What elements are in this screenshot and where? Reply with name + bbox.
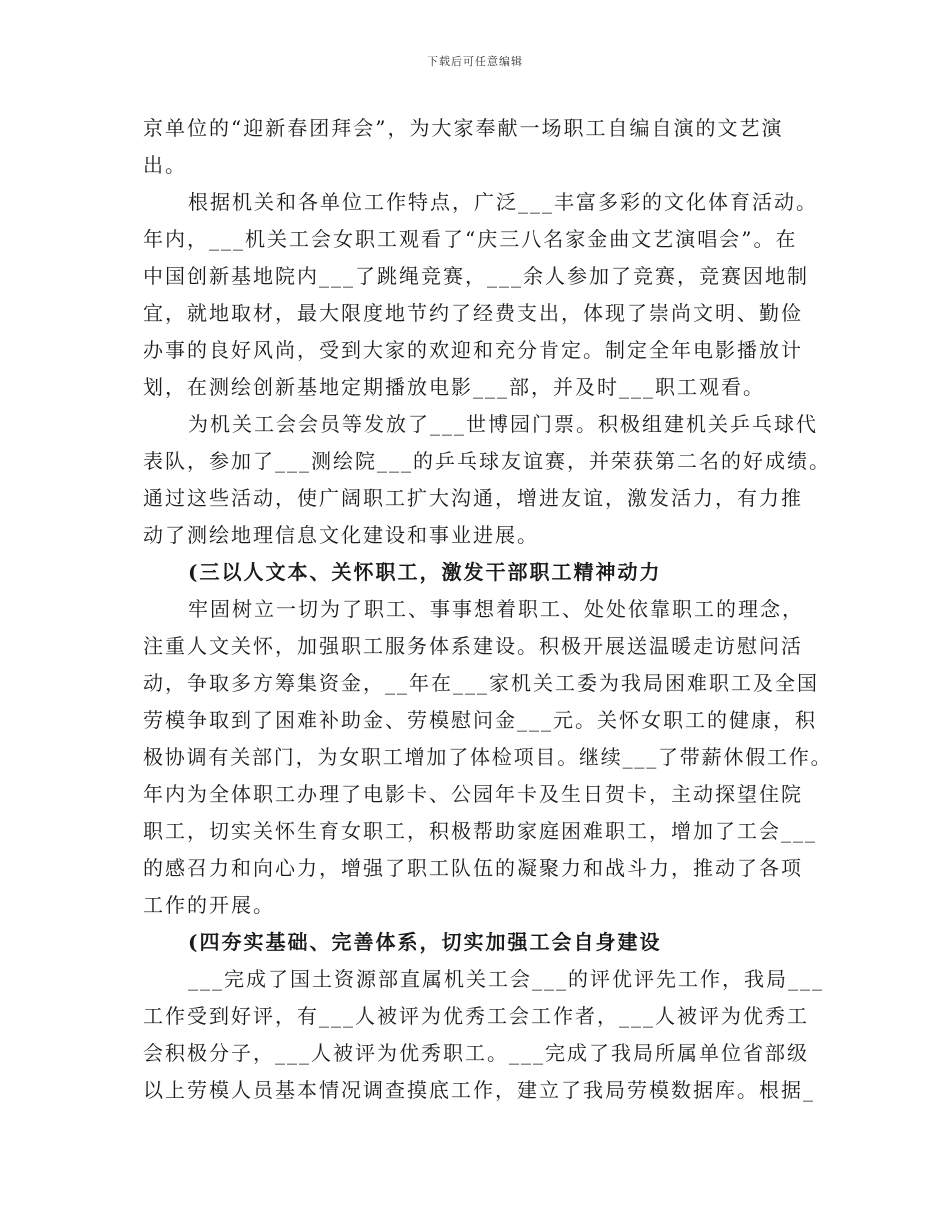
text-line: 牢固树立一切为了职工、事事想着职工、处处依靠职工的理念，	[188, 597, 804, 621]
text-line: 以上劳模人员基本情况调查摸底工作，建立了我局劳模数据库。根据_	[143, 1078, 815, 1102]
text-line: 动了测绘地理信息文化建设和事业进展。	[143, 523, 539, 547]
text-line: 中国创新基地院内___了跳绳竞赛，___余人参加了竞赛，竞赛因地制	[143, 264, 809, 288]
text-line: 工作的开展。	[143, 893, 275, 917]
text-line: 为机关工会会员等发放了___世博园门票。积极组建机关乒乓球代	[188, 412, 818, 436]
text-line: 根据机关和各单位工作特点，广泛___丰富多彩的文化体育活动。	[188, 190, 818, 214]
text-line: 职工，切实关怀生育女职工，积极帮助家庭困难职工，增加了工会___	[143, 819, 817, 843]
text-line: 通过这些活动，使广阔职工扩大沟通，增进友谊，激发活力，有力推	[143, 486, 803, 510]
text-line: 划，在测绘创新基地定期播放电影___部，并及时___职工观看。	[143, 375, 765, 399]
text-line: 年内，___机关工会女职工观看了“庆三八名家金曲文艺演唱会”。在	[143, 227, 798, 251]
text-line: 劳模争取到了困难补助金、劳模慰问金___元。关怀女职工的健康，积	[143, 708, 817, 732]
text-line: 办事的良好风尚，受到大家的欢迎和充分肯定。制定全年电影播放计	[143, 338, 803, 362]
text-line: 出。	[143, 153, 187, 177]
text-line: 会积极分子，___人被评为优秀职工。___完成了我局所属单位省部级	[143, 1041, 809, 1065]
page-header: 下载后可任意编辑	[427, 55, 523, 68]
text-line: 宜，就地取材，最大限度地节约了经费支出，体现了崇尚文明、勤俭	[143, 301, 803, 325]
text-line: 的感召力和向心力，增强了职工队伍的凝聚力和战斗力，推动了各项	[143, 856, 803, 880]
section-heading: (三以人文本、关怀职工，激发干部职工精神动力	[188, 560, 662, 584]
text-line: 动，争取多方筹集资金，__年在___家机关工委为我局困难职工及全国	[143, 671, 819, 695]
text-line: 工作受到好评，有___人被评为优秀工会工作者，___人被评为优秀工	[143, 1004, 809, 1028]
text-line: 年内为全体职工办理了电影卡、公园年卡及生日贺卡，主动探望住院	[143, 782, 803, 806]
section-heading: (四夯实基础、完善体系，切实加强工会自身建设	[188, 930, 662, 954]
text-line: 表队，参加了___测绘院___的乒乓球友谊赛，并荣获第二名的好成绩。	[143, 449, 831, 473]
text-line: 注重人文关怀，加强职工服务体系建设。积极开展送温暖走访慰问活	[143, 634, 803, 658]
text-line: ___完成了国土资源部直属机关工会___的评优评先工作，我局___	[188, 967, 824, 991]
text-line: 京单位的“迎新春团拜会”，为大家奉献一场职工自编自演的文艺演	[143, 116, 784, 140]
text-line: 极协调有关部门，为女职工增加了体检项目。继续___了带薪休假工作。	[143, 745, 833, 769]
